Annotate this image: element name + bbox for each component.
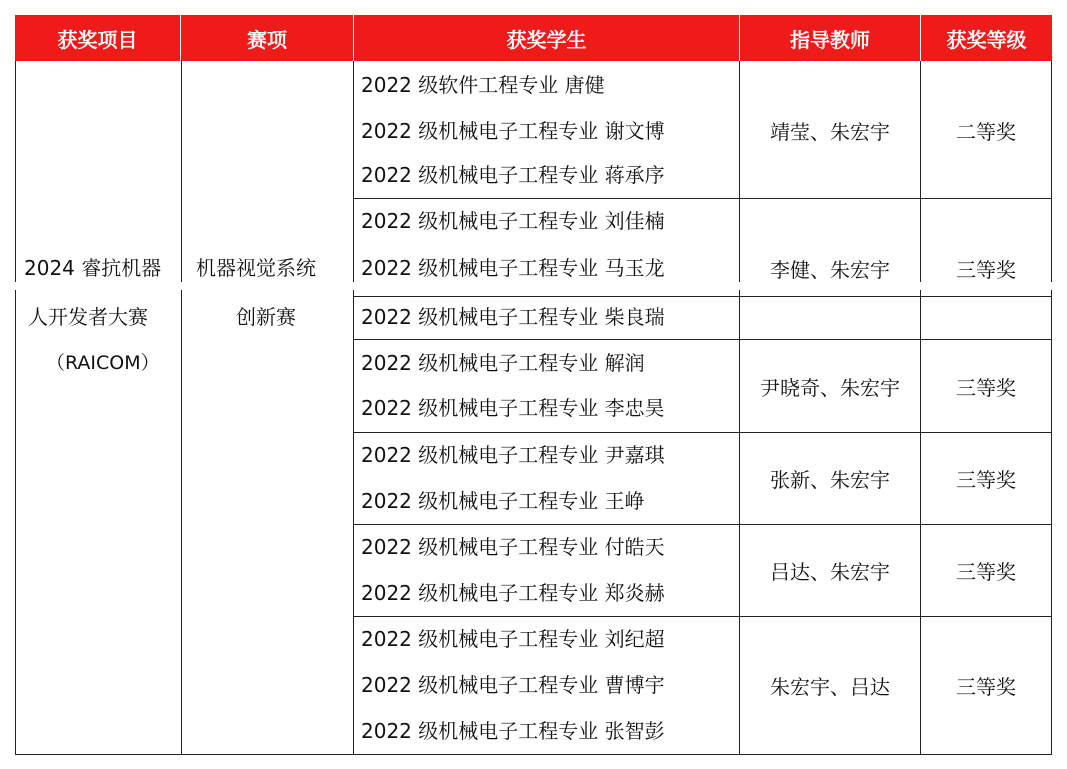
student-entry: 2022 级机械电子工程专业 柴良瑞 xyxy=(361,305,665,329)
award-level-cell: 三等奖 xyxy=(956,375,1016,400)
header-event: 赛项 xyxy=(181,15,354,61)
grid-line xyxy=(353,198,1052,199)
student-entry: 2022 级机械电子工程专业 张智彭 xyxy=(361,719,665,743)
student-entry: 2022 级软件工程专业 唐健 xyxy=(361,73,605,97)
student-entry: 2022 级机械电子工程专业 付皓天 xyxy=(361,535,665,559)
award-project-line2: 人开发者大赛 xyxy=(28,305,148,329)
student-entry: 2022 级机械电子工程专业 刘纪超 xyxy=(361,627,665,651)
teacher-cell: 李健、朱宏宇 xyxy=(770,257,890,282)
award-level-cell: 二等奖 xyxy=(956,119,1016,144)
student-entry: 2022 级机械电子工程专业 李忠昊 xyxy=(361,396,665,420)
teacher-cell: 尹晓奇、朱宏宇 xyxy=(760,375,900,400)
header-award-project: 获奖项目 xyxy=(15,15,181,61)
teacher-cell: 靖莹、朱宏宇 xyxy=(770,119,890,144)
student-entry: 2022 级机械电子工程专业 刘佳楠 xyxy=(361,209,665,233)
header-level: 获奖等级 xyxy=(921,15,1052,61)
teacher-cell: 吕达、朱宏宇 xyxy=(770,560,890,584)
student-entry: 2022 级机械电子工程专业 马玉龙 xyxy=(361,256,665,280)
student-entry: 2022 级机械电子工程专业 郑炎赫 xyxy=(361,581,665,605)
award-level-cell: 三等奖 xyxy=(956,560,1016,584)
grid-line xyxy=(15,290,16,755)
event-line2: 创新赛 xyxy=(236,305,296,329)
award-project-line3: （RAICOM） xyxy=(46,352,160,374)
header-students: 获奖学生 xyxy=(354,15,740,61)
student-entry: 2022 级机械电子工程专业 尹嘉琪 xyxy=(361,443,665,467)
grid-line xyxy=(181,290,182,755)
grid-line xyxy=(15,754,1052,755)
award-level-cell: 三等奖 xyxy=(956,257,1016,282)
grid-line xyxy=(353,290,354,755)
award-level-cell: 三等奖 xyxy=(956,468,1016,492)
teacher-cell: 朱宏宇、吕达 xyxy=(770,675,890,699)
award-level-cell: 三等奖 xyxy=(956,675,1016,699)
header-teachers: 指导教师 xyxy=(740,15,921,61)
award-project-line1: 2024 睿抗机器 xyxy=(24,256,162,280)
grid-line xyxy=(1051,290,1052,755)
student-entry: 2022 级机械电子工程专业 解润 xyxy=(361,351,645,375)
teacher-cell: 张新、朱宏宇 xyxy=(770,468,890,492)
student-entry: 2022 级机械电子工程专业 蒋承序 xyxy=(361,163,665,187)
event-line1: 机器视觉系统 xyxy=(196,256,316,280)
grid-line xyxy=(353,296,1052,297)
student-entry: 2022 级机械电子工程专业 王峥 xyxy=(361,489,645,513)
student-entry: 2022 级机械电子工程专业 谢文博 xyxy=(361,119,665,143)
student-entry: 2022 级机械电子工程专业 曹博宇 xyxy=(361,673,665,697)
